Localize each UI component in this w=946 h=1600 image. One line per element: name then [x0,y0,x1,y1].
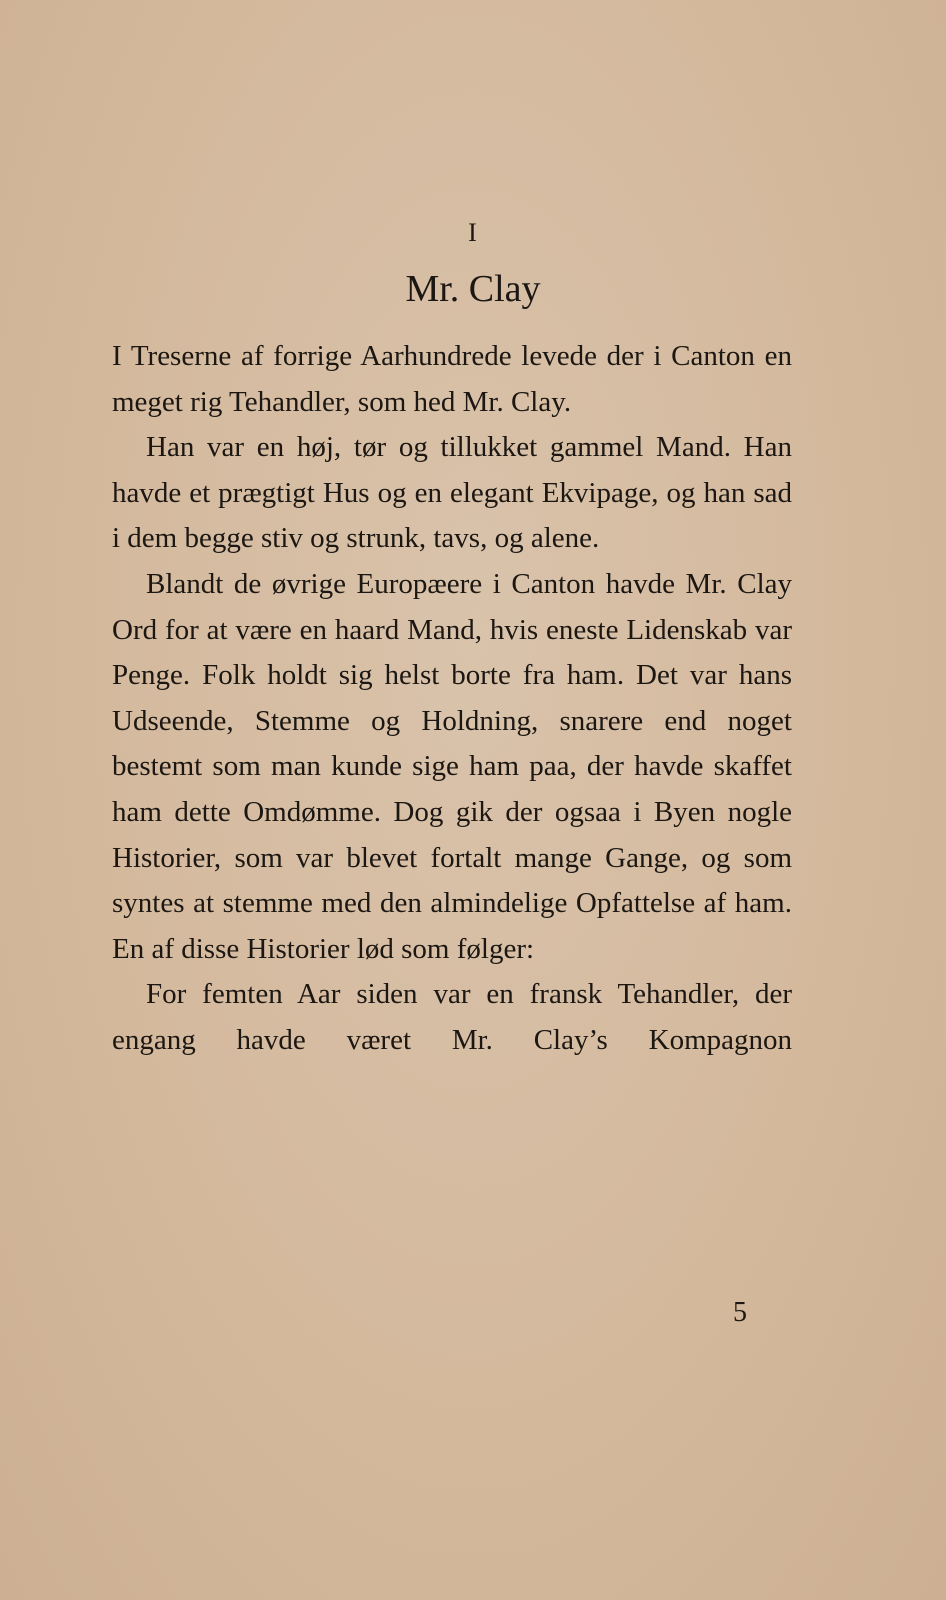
paragraph: Han var en høj, tør og tillukket gammel Mand. Han havde et prægtigt Hus og en elegant Ekvipage, og han sad i dem begge stiv og strunk, tavs, og alene. [112,431,792,555]
paragraph: Blandt de øvrige Europæere i Canton havde Mr. Clay Ord for at være en haard Mand, hvis eneste Lidenskab var Penge. Folk holdt sig helst borte fra ham. Det var hans Udseende, Stemme og Holdning, snarere end noget bestemt som man kunde sige ham paa, der havde skaffet ham dette Omdømme. Dog gik der ogsaa i Byen nogle Historier, som var blevet fortalt mange Gange, og som syntes at stemme med den almindelige Opfattelse af ham. En af disse Historier lød som følger: [112,567,792,965]
paragraph: I Treserne af forrige Aarhundrede levede der i Canton en meget rig Tehandler, som hed Mr. Clay. [112,340,792,418]
paragraph: For femten Aar siden var en fransk Tehandler, der engang havde været Mr. Clay’s Kompagnon [112,978,792,1056]
chapter-number: I [468,218,478,247]
body-text [112,334,792,1064]
chapter-title: Mr. Clay [405,268,541,310]
page-number: 5 [733,1297,747,1328]
